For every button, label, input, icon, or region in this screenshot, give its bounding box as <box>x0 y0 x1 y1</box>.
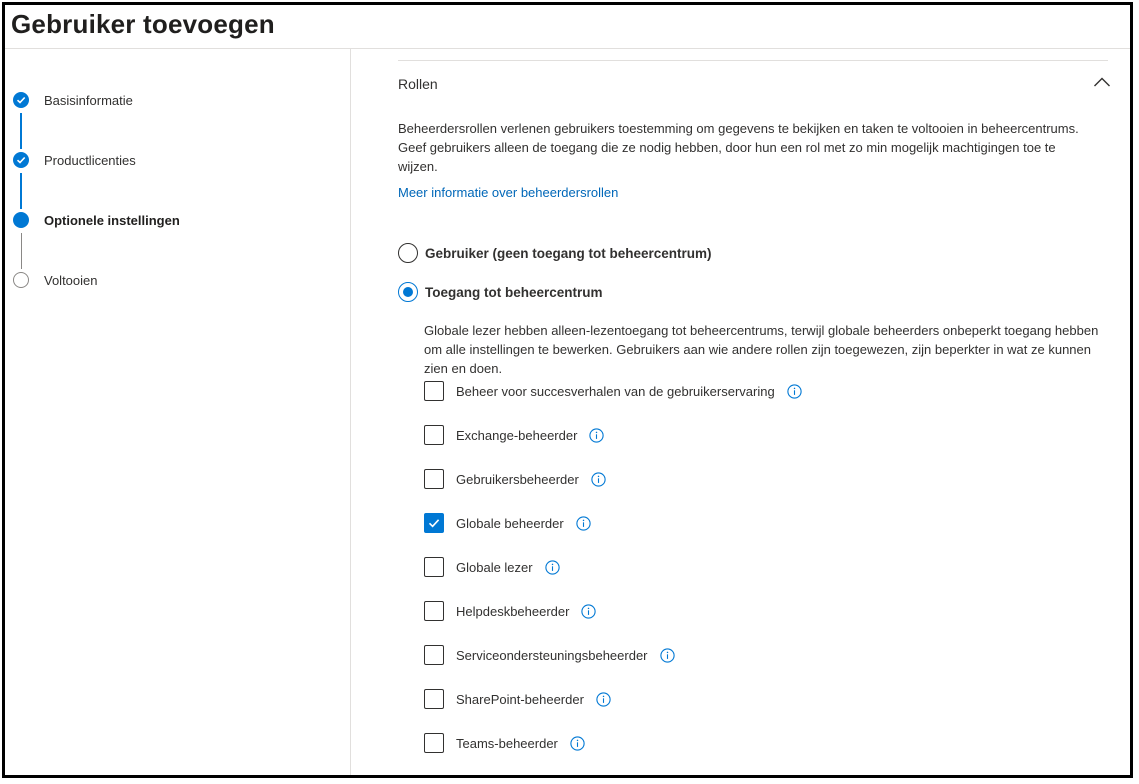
role-checkbox[interactable] <box>424 469 444 489</box>
role-label: SharePoint-beheerder <box>456 691 584 707</box>
info-icon[interactable] <box>576 516 591 531</box>
step-label: Basisinformatie <box>44 92 133 108</box>
step-connector <box>20 113 22 149</box>
section-divider <box>398 60 1108 61</box>
role-checkbox[interactable] <box>424 645 444 665</box>
section-description: Beheerdersrollen verlenen gebruikers toestemming om gegevens te bekijken en taken te voltooien in beheercentrums. Geef gebruikers alleen de toegang die ze nodig hebben, door hun een rol met zo min mogelijk machtigingen toe te wijzen. <box>398 121 1079 174</box>
chevron-up-icon[interactable] <box>1093 75 1111 89</box>
pending-step-icon <box>13 272 29 288</box>
role-checkbox[interactable] <box>424 601 444 621</box>
role-option[interactable] <box>424 557 560 577</box>
info-icon[interactable] <box>570 736 585 751</box>
step-label: Productlicenties <box>44 152 136 168</box>
step-connector <box>21 233 22 269</box>
role-label: Gebruikersbeheerder <box>456 471 579 487</box>
page-title: Gebruiker toevoegen <box>11 9 275 39</box>
radio-user-no-access[interactable] <box>398 243 712 263</box>
role-option[interactable] <box>424 469 606 489</box>
role-option[interactable] <box>424 733 585 753</box>
current-step-icon <box>13 212 29 228</box>
radio-button[interactable] <box>398 243 418 263</box>
checkmark-icon <box>13 152 29 168</box>
info-icon[interactable] <box>545 560 560 575</box>
role-checkbox[interactable] <box>424 733 444 753</box>
info-icon[interactable] <box>589 428 604 443</box>
role-option[interactable] <box>424 513 591 533</box>
role-option[interactable] <box>424 601 596 621</box>
info-icon[interactable] <box>787 384 802 399</box>
role-option[interactable] <box>424 689 611 709</box>
role-label: Helpdeskbeheerder <box>456 603 570 619</box>
step-optionele-instellingen[interactable] <box>13 212 180 228</box>
step-productlicenties[interactable] <box>13 152 136 168</box>
learn-more-link[interactable]: Meer informatie over beheerdersrollen <box>398 185 619 200</box>
step-label: Voltooien <box>44 272 98 288</box>
sidebar-divider <box>350 49 351 775</box>
role-option[interactable] <box>424 645 675 665</box>
role-label: Teams-beheerder <box>456 735 558 751</box>
admin-access-description: Globale lezer hebben alleen-lezentoegang tot beheercentrums, terwijl globale beheerders onbeperkt toegang hebben om alle instellingen te bewerken. Gebruikers aan wie andere rollen zijn toegewezen, zijn beperkter in wat ze kunnen zien en doen. <box>424 323 1099 376</box>
radio-label: Toegang tot beheercentrum <box>425 284 603 300</box>
radio-admin-center-access[interactable] <box>398 282 603 302</box>
role-label: Exchange-beheerder <box>456 427 578 443</box>
role-label: Globale beheerder <box>456 515 564 531</box>
step-label: Optionele instellingen <box>44 212 180 228</box>
step-voltooien[interactable] <box>13 272 98 288</box>
info-icon[interactable] <box>660 648 675 663</box>
title-divider <box>5 48 1130 49</box>
step-basisinformatie[interactable] <box>13 92 133 108</box>
radio-label: Gebruiker (geen toegang tot beheercentrum) <box>425 245 712 261</box>
role-checkbox[interactable] <box>424 425 444 445</box>
checkmark-icon <box>13 92 29 108</box>
info-icon[interactable] <box>596 692 611 707</box>
role-label: Globale lezer <box>456 559 533 575</box>
role-checkbox[interactable] <box>424 513 444 533</box>
role-checkbox[interactable] <box>424 689 444 709</box>
role-label: Serviceondersteuningsbeheerder <box>456 647 648 663</box>
info-icon[interactable] <box>581 604 596 619</box>
section-title: Rollen <box>398 76 438 92</box>
radio-button[interactable] <box>398 282 418 302</box>
role-option[interactable] <box>424 381 802 401</box>
role-checkbox[interactable] <box>424 381 444 401</box>
info-icon[interactable] <box>591 472 606 487</box>
step-connector <box>20 173 22 209</box>
wizard-window <box>2 2 1133 778</box>
role-label: Beheer voor succesverhalen van de gebruikerservaring <box>456 383 775 399</box>
role-option[interactable] <box>424 425 604 445</box>
role-checkbox[interactable] <box>424 557 444 577</box>
